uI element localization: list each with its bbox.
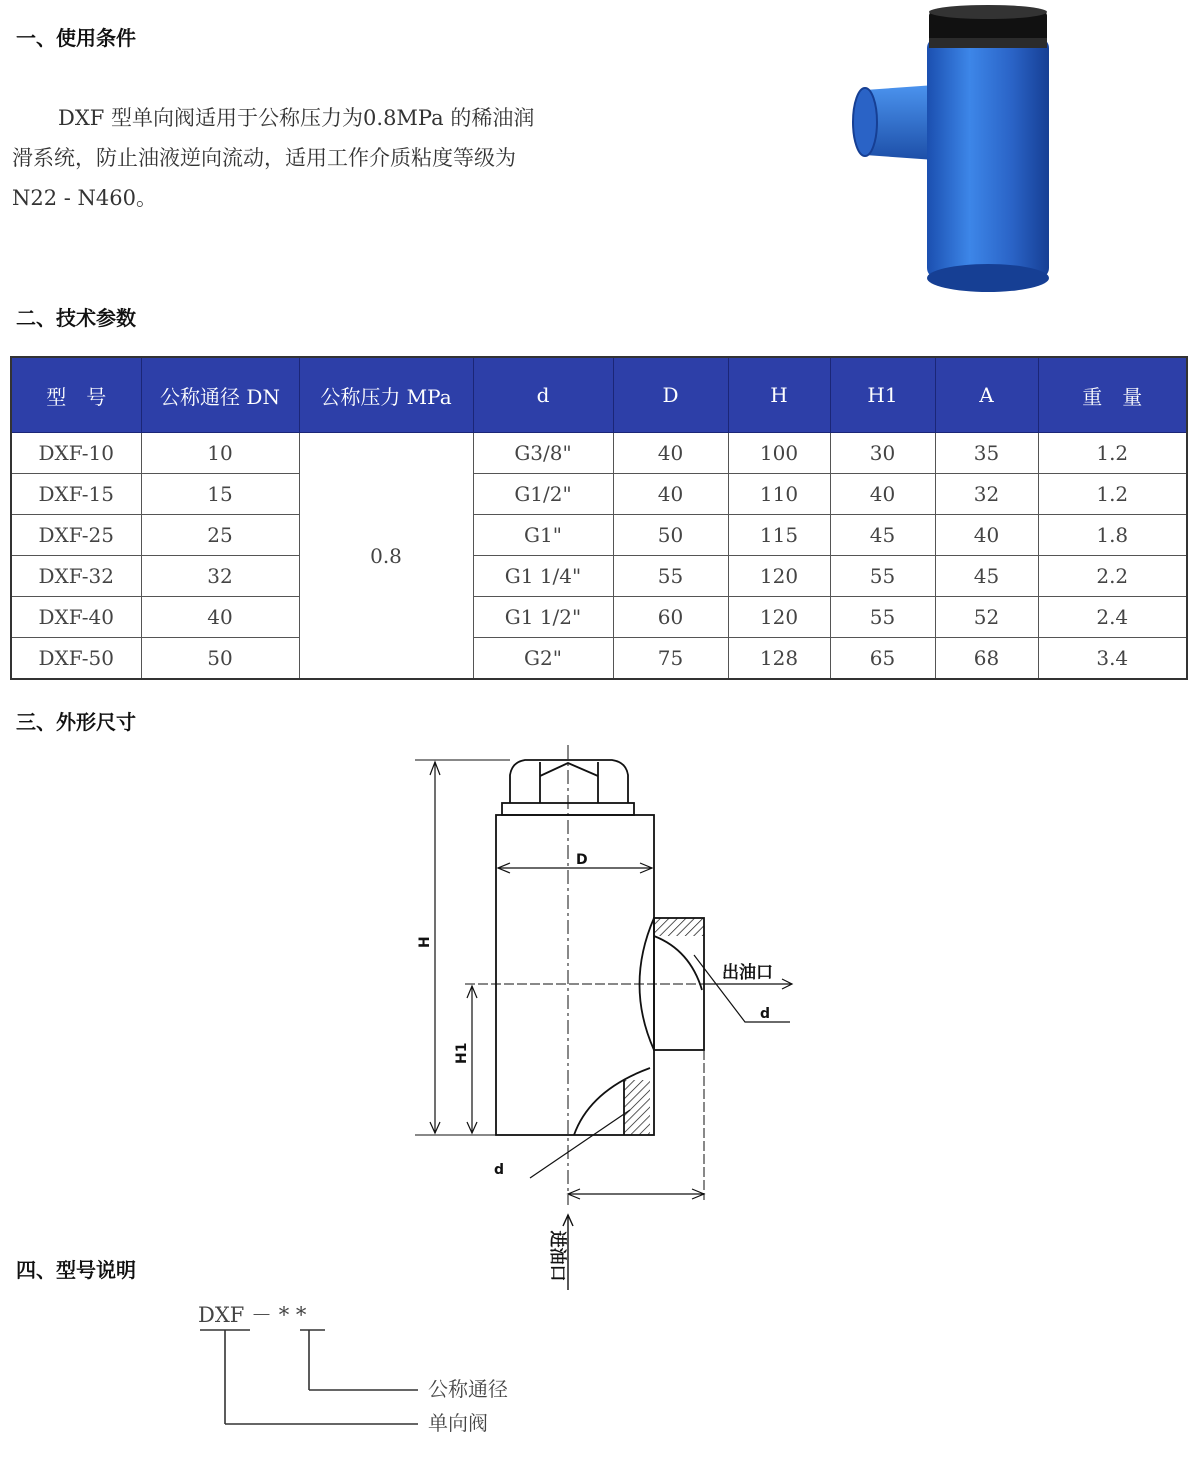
header-pressure: 公称压力 MPa [299, 357, 473, 433]
header-H: H [728, 357, 830, 433]
cell-D: 50 [613, 515, 728, 556]
section-heading-model: 四、型号说明 [16, 1258, 136, 1282]
cell-weight: 1.8 [1038, 515, 1187, 556]
cell-H1: 40 [830, 474, 935, 515]
label-nominal-diameter: 公称通径 [428, 1377, 508, 1401]
cell-d: G2" [473, 638, 613, 680]
cell-weight: 1.2 [1038, 433, 1187, 474]
cell-H: 120 [728, 556, 830, 597]
table-row [11, 597, 1187, 638]
cell-model: DXF-50 [11, 638, 141, 680]
table-row [11, 638, 1187, 680]
header-dn: 公称通径 DN [141, 357, 299, 433]
intro-paragraph [12, 98, 612, 218]
cell-dn: 40 [141, 597, 299, 638]
intro-line-2: 滑系统，防止油液逆向流动，适用工作介质粘度等级为 [12, 146, 516, 170]
label-inlet: 进油口 [547, 1230, 567, 1282]
cell-H: 100 [728, 433, 830, 474]
cell-A: 52 [935, 597, 1038, 638]
label-outlet: 出油口 [722, 963, 773, 983]
cell-D: 60 [613, 597, 728, 638]
table-header-row [11, 357, 1187, 433]
label-D: D [576, 852, 588, 868]
model-code: DXF － * * [198, 1303, 307, 1327]
cell-weight: 2.4 [1038, 597, 1187, 638]
section-heading-usage: 一、使用条件 [16, 26, 136, 50]
cell-d: G3/8" [473, 433, 613, 474]
header-model: 型 号 [11, 357, 141, 433]
cell-A: 32 [935, 474, 1038, 515]
cell-d: G1 1/2" [473, 597, 613, 638]
label-d-outlet: d [760, 1006, 771, 1022]
table-row [11, 433, 1187, 474]
table-row [11, 515, 1187, 556]
cell-d: G1 1/4" [473, 556, 613, 597]
spec-table [10, 356, 1188, 680]
label-check-valve: 单向阀 [428, 1411, 488, 1435]
label-H1: H1 [454, 1042, 470, 1064]
table-row [11, 474, 1187, 515]
section-heading-params: 二、技术参数 [16, 306, 136, 330]
cell-dn: 10 [141, 433, 299, 474]
cell-H: 120 [728, 597, 830, 638]
cell-dn: 15 [141, 474, 299, 515]
cell-H1: 65 [830, 638, 935, 680]
cell-model: DXF-25 [11, 515, 141, 556]
cell-H: 110 [728, 474, 830, 515]
intro-line-3: N22 - N460。 [12, 186, 158, 210]
intro-line-1: DXF 型单向阀适用于公称压力为0.8MPa 的稀油润 [58, 106, 535, 130]
cell-A: 40 [935, 515, 1038, 556]
cell-H: 115 [728, 515, 830, 556]
cell-D: 40 [613, 433, 728, 474]
cell-weight: 1.2 [1038, 474, 1187, 515]
cell-H: 128 [728, 638, 830, 680]
cell-A: 68 [935, 638, 1038, 680]
cell-d: G1" [473, 515, 613, 556]
header-H1: H1 [830, 357, 935, 433]
cell-D: 55 [613, 556, 728, 597]
model-code-diagram [190, 1290, 590, 1450]
cell-model: DXF-15 [11, 474, 141, 515]
cell-H1: 55 [830, 556, 935, 597]
cell-A: 45 [935, 556, 1038, 597]
cell-d: G1/2" [473, 474, 613, 515]
header-d: d [473, 357, 613, 433]
header-weight: 重 量 [1038, 357, 1187, 433]
cell-D: 40 [613, 474, 728, 515]
outline-drawing [400, 740, 820, 1300]
cell-weight: 2.2 [1038, 556, 1187, 597]
cell-H1: 55 [830, 597, 935, 638]
cell-D: 75 [613, 638, 728, 680]
cell-model: DXF-32 [11, 556, 141, 597]
table-row [11, 556, 1187, 597]
label-H: H [417, 936, 433, 948]
cell-dn: 25 [141, 515, 299, 556]
cell-H1: 45 [830, 515, 935, 556]
cell-H1: 30 [830, 433, 935, 474]
header-D: D [613, 357, 728, 433]
cell-model: DXF-40 [11, 597, 141, 638]
cell-dn: 50 [141, 638, 299, 680]
section-heading-dimensions: 三、外形尺寸 [16, 710, 136, 734]
label-d-inlet: d [494, 1162, 505, 1178]
cell-dn: 32 [141, 556, 299, 597]
product-photo [845, 0, 1065, 300]
cell-A: 35 [935, 433, 1038, 474]
header-A: A [935, 357, 1038, 433]
cell-model: DXF-10 [11, 433, 141, 474]
cell-weight: 3.4 [1038, 638, 1187, 680]
cell-pressure: 0.8 [299, 433, 473, 680]
